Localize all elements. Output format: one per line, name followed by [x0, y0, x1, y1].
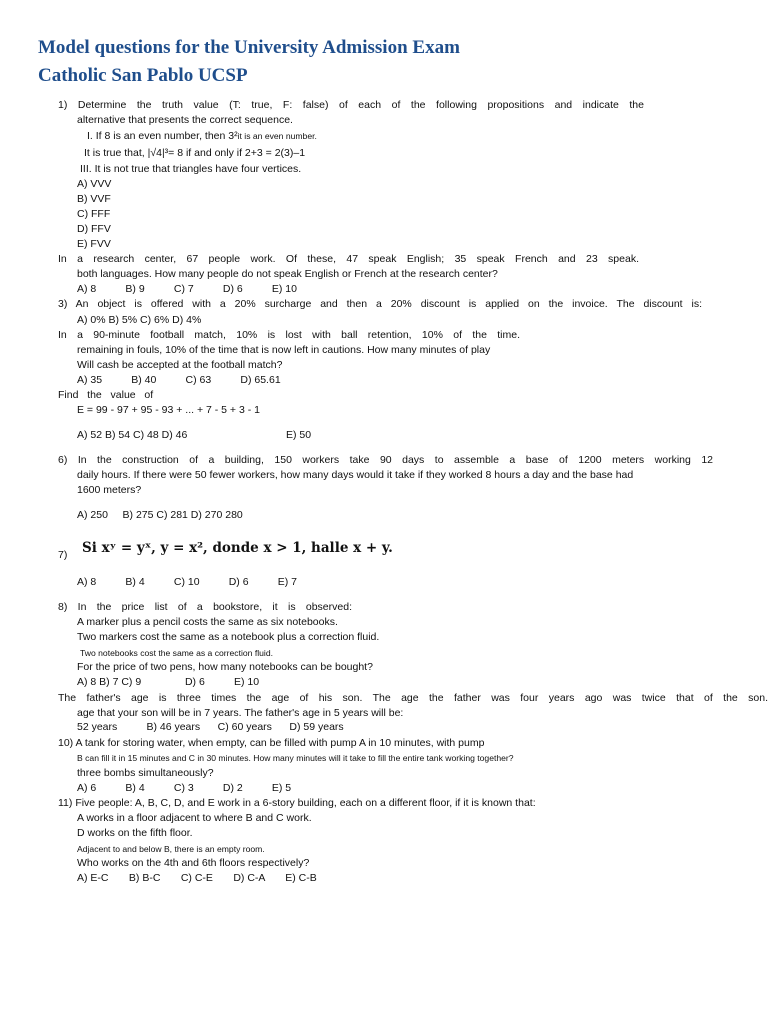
question-11-stem: 11) Five people: A, B, C, D, and E work in a 6-story building, each on a different floor, if it is known that:	[58, 797, 536, 809]
question-8-statement-3: Two notebooks cost the same as a correction fluid.	[80, 648, 273, 658]
question-3-stem: 3) An object is offered with a 20% surcharge and then a 20% discount is applied on the invoice. The discount is:	[58, 298, 702, 310]
question-9-stem-line-1: The father's age is three times the age of his son. The age the father was four years ago was twice that of the son.	[58, 692, 768, 704]
question-10-stem-line-2: B can fill it in 15 minutes and C in 30 minutes. How many minutes will it take to fill the entire tank working together?	[77, 753, 514, 763]
question-11-question: Who works on the 4th and 6th floors respectively?	[77, 857, 310, 869]
question-5-option-e: E) 50	[286, 429, 312, 441]
question-1-option-b: B) VVF	[77, 193, 111, 205]
proposition-1-text: I. If 8 is an even number, then 3²	[87, 130, 238, 142]
question-1-option-a: A) VVV	[77, 178, 112, 190]
question-8-stem: 8) In the price list of a bookstore, it is observed:	[58, 601, 352, 613]
page-subtitle: Catholic San Pablo UCSP	[38, 65, 248, 86]
question-6-stem-line-3: 1600 meters?	[77, 484, 142, 496]
question-1-option-e: E) FVV	[77, 238, 111, 250]
question-1-option-d: D) FFV	[77, 223, 111, 235]
question-6-stem-line-2: daily hours. If there were 50 fewer workers, how many days would it take if they worked 8 hours a day and the base had	[77, 469, 634, 481]
question-11-options: A) E-C B) B-C C) C-E D) C-A E) C-B	[77, 872, 317, 884]
question-8-options: A) 8 B) 7 C) 9 D) 6 E) 10	[77, 676, 260, 688]
question-10-stem-line-1: 10) A tank for storing water, when empty, can be filled with pump A in 10 minutes, with pump	[58, 737, 485, 749]
question-4-stem-line-3: Will cash be accepted at the football match?	[77, 359, 283, 371]
question-2-stem-line-1: In a research center, 67 people work. Of these, 47 speak English; 35 speak French and 23 speak.	[58, 253, 639, 265]
question-5-options: A) 52 B) 54 C) 48 D) 46	[77, 429, 188, 441]
question-5-expression: E = 99 - 97 + 95 - 93 + ... + 7 - 5 + 3 - 1	[77, 404, 260, 416]
question-11-statement-1: A works in a floor adjacent to where B and C work.	[77, 812, 312, 824]
question-1-option-c: C) FFF	[77, 208, 111, 220]
question-7-formula: Si xʸ = yˣ, y = x², donde x > 1, halle x + y.	[82, 540, 393, 556]
question-7-number: 7)	[58, 549, 68, 561]
question-1-proposition-1	[87, 129, 317, 143]
question-11-statement-3: Adjacent to and below B, there is an empty room.	[77, 844, 265, 854]
question-4-options: A) 35 B) 40 C) 63 D) 65.61	[77, 374, 281, 386]
question-1-proposition-3: III. It is not true that triangles have four vertices.	[80, 163, 302, 175]
question-2-options: A) 8 B) 9 C) 7 D) 6 E) 10	[77, 283, 297, 295]
question-9-stem-line-2: age that your son will be in 7 years. The father's age in 5 years will be:	[77, 707, 404, 719]
question-4-stem-line-1: In a 90-minute football match, 10% is lost with ball retention, 10% of the time.	[58, 329, 520, 341]
question-8-question: For the price of two pens, how many notebooks can be bought?	[77, 661, 373, 673]
question-2-stem-line-2: both languages. How many people do not speak English or French at the research center?	[77, 268, 498, 280]
question-3-options: A) 0% B) 5% C) 6% D) 4%	[77, 314, 202, 326]
question-1-stem-line-1: 1) Determine the truth value (T: true, F: false) of each of the following propositions and indicate the	[58, 99, 644, 111]
question-8-statement-2: Two markers cost the same as a notebook plus a correction fluid.	[77, 631, 380, 643]
question-11-statement-2: D works on the fifth floor.	[77, 827, 193, 839]
question-9-options: 52 years B) 46 years C) 60 years D) 59 years	[77, 721, 344, 733]
page-title: Model questions for the University Admission Exam	[38, 37, 460, 58]
question-4-stem-line-2: remaining in fouls, 10% of the time that is now left in cautions. How many minutes of play	[77, 344, 491, 356]
question-10-stem-line-3: three bombs simultaneously?	[77, 767, 214, 779]
question-7-options: A) 8 B) 4 C) 10 D) 6 E) 7	[77, 576, 297, 588]
question-6-options: A) 250 B) 275 C) 281 D) 270 280	[77, 509, 243, 521]
question-1-stem-line-2: alternative that presents the correct sequence.	[77, 114, 293, 126]
question-6-stem-line-1: 6) In the construction of a building, 150 workers take 90 days to assemble a base of 1200 meters working 12	[58, 454, 713, 466]
question-8-statement-1: A marker plus a pencil costs the same as six notebooks.	[77, 616, 338, 628]
question-10-options: A) 6 B) 4 C) 3 D) 2 E) 5	[77, 782, 292, 794]
proposition-1-small-text: it is an even number.	[237, 131, 317, 141]
question-1-proposition-2: It is true that, |√4|³= 8 if and only if 2+3 = 2(3)–1	[84, 147, 306, 159]
question-5-stem: Find the value of	[58, 389, 154, 401]
